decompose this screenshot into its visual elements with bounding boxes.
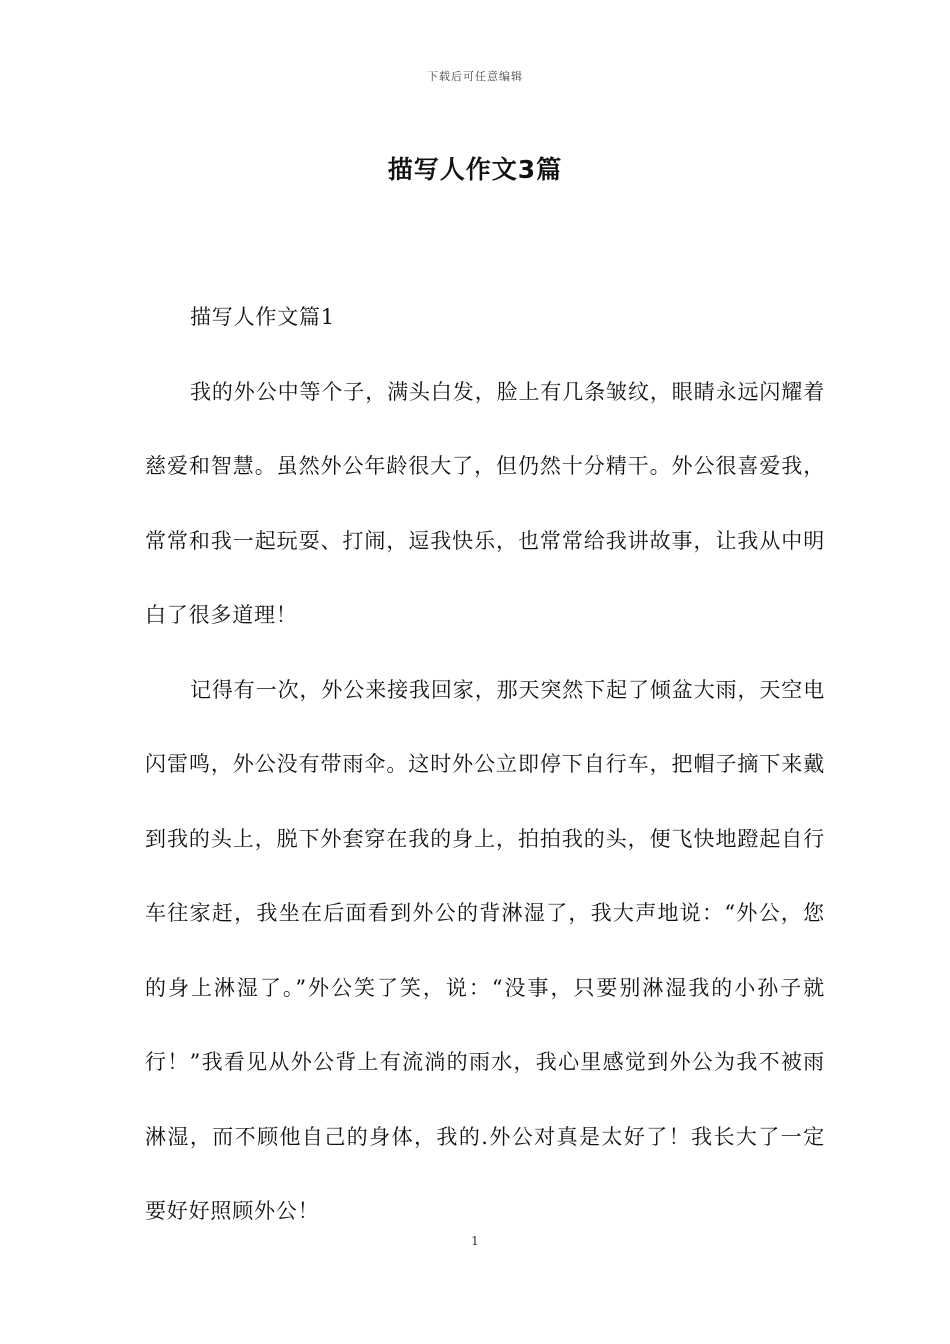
section-title: 描写人作文篇1 (190, 305, 335, 329)
paragraph-2: 记得有一次，外公来接我回家，那天突然下起了倾盆大雨，天空电闪雷鸣，外公没有带雨伞。这时外公立即停下自行车，把帽子摘下来戴到我的头上，脱下外套穿在我的身上，拍拍我的头，便飞快地蹬起自行车往家赶，我坐在后面看到外公的背淋湿了，我大声地说：“外公，您的身上淋湿了。”外公笑了笑，说：“没事，只要别淋湿我的小孙子就行！”我看见从外公背上有流淌的雨水，我心里感觉到外公为我不被雨淋湿，而不顾他自己的身体，我的.外公对真是太好了！我长大了一定要好好照顾外公！ (145, 677, 825, 1223)
header-note: 下载后可任意编辑 (427, 70, 523, 83)
document-title: 描写人作文3篇 (387, 155, 563, 184)
paragraph-1: 我的外公中等个子，满头白发，脸上有几条皱纹，眼睛永远闪耀着慈爱和智慧。虽然外公年龄很大了，但仍然十分精干。外公很喜爱我，常常和我一起玩耍、打闹，逗我快乐，也常常给我讲故事，让我从中明白了很多道理！ (145, 379, 825, 627)
page-number: 1 (471, 1234, 479, 1248)
document-body (145, 280, 825, 1249)
